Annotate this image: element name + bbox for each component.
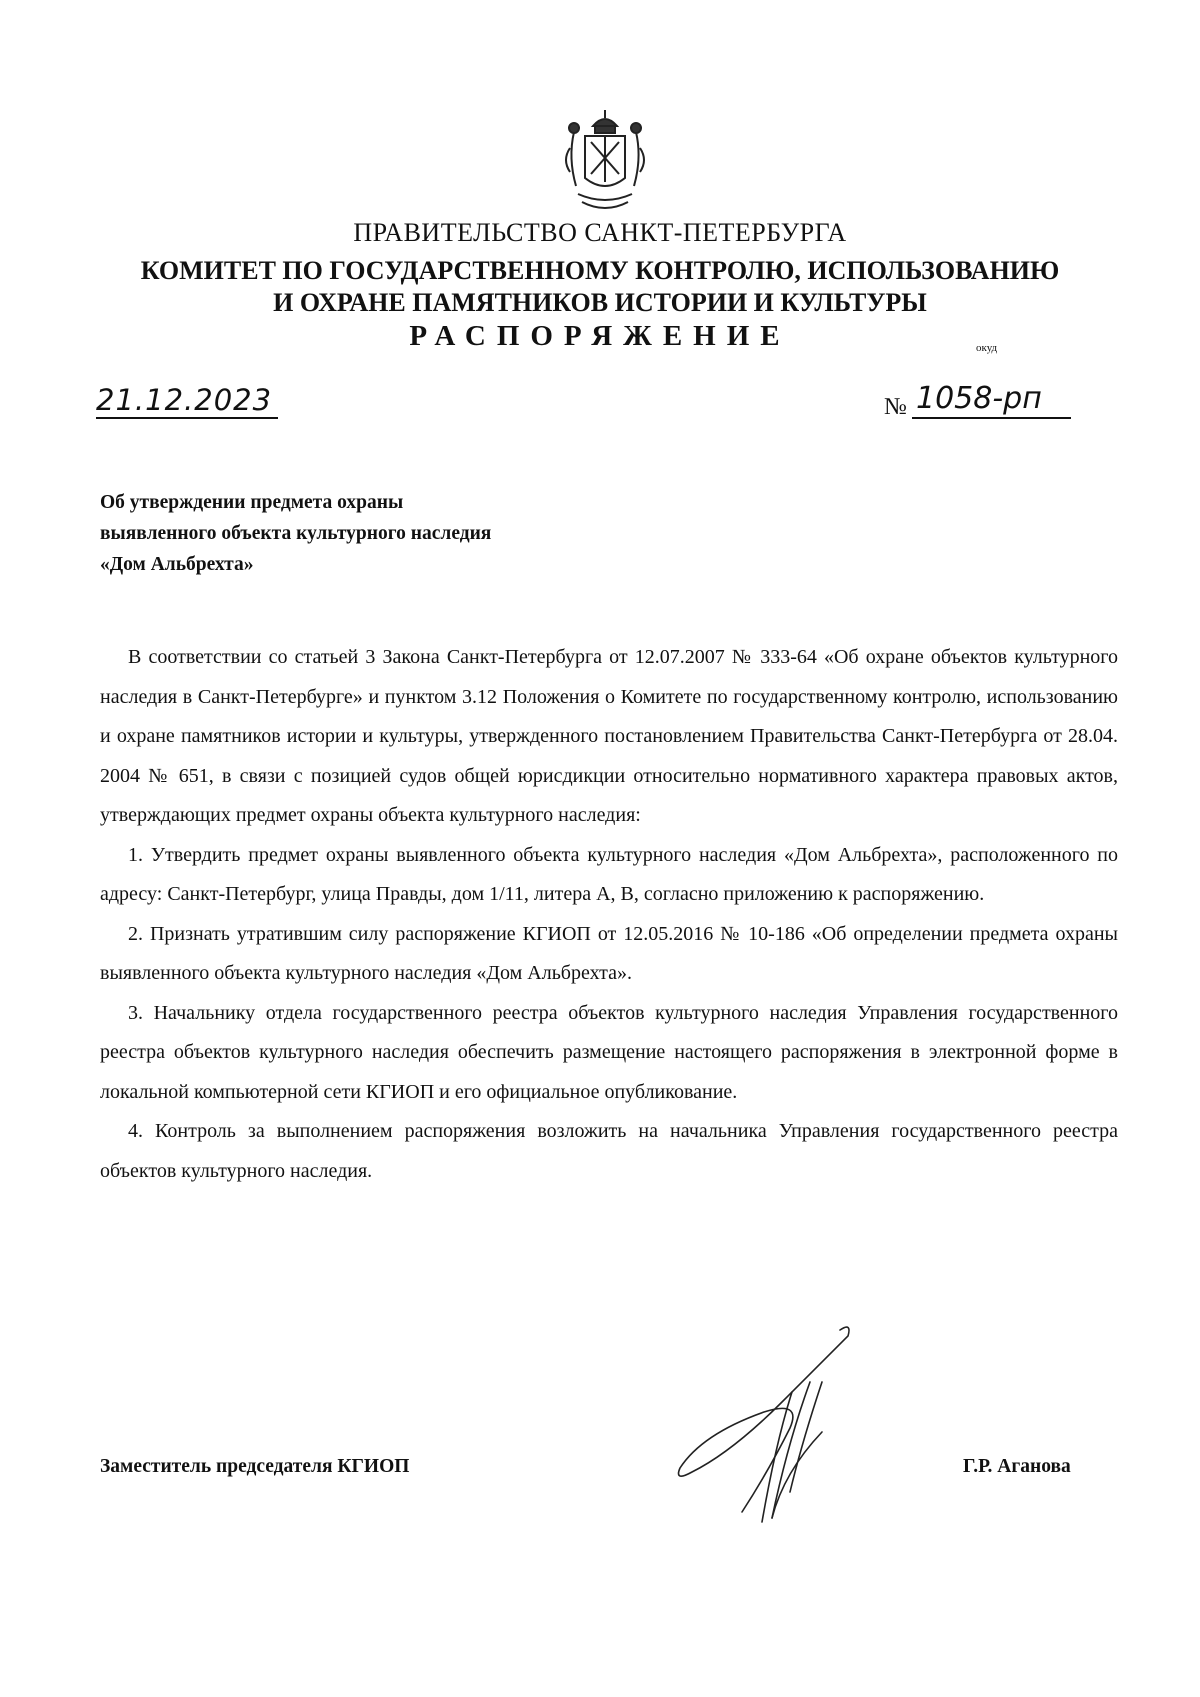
document-number: 1058-рп [912,381,1071,419]
preamble-paragraph: В соответствии со статьей 3 Закона Санкт-Петербурга от 12.07.2007 № 333-64 «Об охране объектов культурного наследия в Санкт-Петербурге» и пунктом 3.12 Положения о Комитете по государственному контролю, использованию и охране памятников истории и культуры, утвержденного постановлением Правительства Санкт-Петербурга от 28.04. 2004 № 651, в связи с позицией судов общей юрисдикции относительно нормативного характера правовых актов, утверждающих предмет охраны объекта культурного наследия: [100,646,1118,826]
item-2-paragraph: 2. Признать утратившим силу распоряжение КГИОП от 12.05.2016 № 10-186 «Об определении предмета охраны выявленного объекта культурного наследия «Дом Альбрехта». [100,922,1118,984]
item-4-paragraph: 4. Контроль за выполнением распоряжения возложить на начальника Управления государственного реестра объектов культурного наследия. [100,1120,1118,1182]
subject-line2: выявленного объекта культурного наследия [100,523,492,544]
item-1-paragraph: 1. Утвердить предмет охраны выявленного объекта культурного наследия «Дом Альбрехта», расположенного по адресу: Санкт-Петербург, улица Правды, дом 1/11, литера А, В, согласно приложению к распоряжению. [100,843,1118,905]
number-sign: № [884,394,907,420]
document-body [100,638,1118,1191]
document-date: 21.12.2023 [96,383,278,419]
government-name: ПРАВИТЕЛЬСТВО САНКТ-ПЕТЕРБУРГА [353,218,847,247]
committee-name [0,255,1200,319]
committee-name-line1: КОМИТЕТ ПО ГОСУДАРСТВЕННОМУ КОНТРОЛЮ, ИСПОЛЬЗОВАНИЮ [140,256,1060,285]
signatory-title: Заместитель председателя КГИОП [100,1456,410,1477]
handwritten-signature [672,1322,912,1532]
okud-label: окуд [976,342,998,354]
subject-line1: Об утверждении предмета охраны [100,492,404,513]
saint-petersburg-coat-of-arms-icon [560,108,650,218]
document-type: РАСПОРЯЖЕНИЕ [409,320,791,352]
committee-name-line2: И ОХРАНЕ ПАМЯТНИКОВ ИСТОРИИ И КУЛЬТУРЫ [273,288,927,317]
subject-line3: «Дом Альбрехта» [100,554,254,575]
item-3-paragraph: 3. Начальнику отдела государственного реестра объектов культурного наследия Управления государственного реестра объектов культурного наследия обеспечить размещение настоящего распоряжения в электронной форме в локальной компьютерной сети КГИОП и его официальное опубликование. [100,1001,1118,1103]
signatory-name: Г.Р. Аганова [963,1456,1071,1477]
document-subject [100,487,491,580]
